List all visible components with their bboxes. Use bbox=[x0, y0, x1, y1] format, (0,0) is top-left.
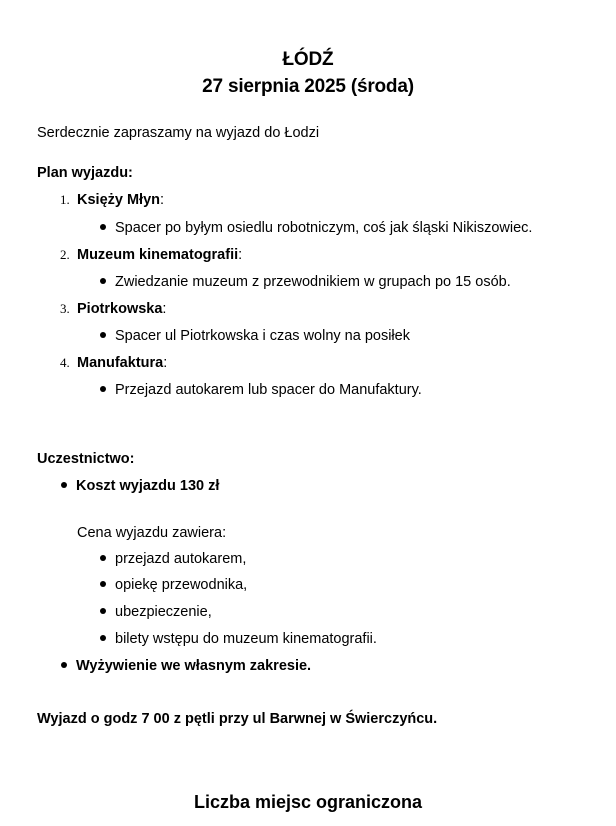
includes-item bbox=[100, 631, 377, 647]
plan-item bbox=[60, 192, 164, 208]
participation-heading: Uczestnictwo: bbox=[37, 451, 135, 467]
intro-text: Serdecznie zapraszamy na wyjazd do Łodzi bbox=[37, 125, 320, 141]
detail-text: Zwiedzanie muzeum z przewodnikiem w grupach po 15 osób. bbox=[115, 274, 511, 290]
includes-item bbox=[100, 551, 246, 567]
departure-info: Wyjazd o godz 7 00 z pętli przy ul Barwnej w Świerczyńcu. bbox=[37, 711, 438, 727]
plan-item-detail bbox=[100, 382, 422, 398]
cost-item bbox=[61, 478, 219, 494]
list-number: 3. bbox=[60, 301, 70, 316]
includes-text: ubezpieczenie, bbox=[115, 604, 212, 620]
meals-text: Wyżywienie we własnym zakresie. bbox=[76, 658, 312, 674]
plan-item-detail bbox=[100, 274, 511, 290]
colon: : bbox=[162, 301, 167, 317]
plan-item bbox=[60, 355, 167, 371]
meals-item bbox=[61, 658, 311, 674]
bullet-icon bbox=[100, 581, 106, 587]
bullet-icon bbox=[61, 482, 67, 488]
colon: : bbox=[163, 355, 168, 371]
footer-note: Liczba miejsc ograniczona bbox=[193, 792, 423, 812]
includes-text: opiekę przewodnika, bbox=[115, 577, 248, 593]
plan-item bbox=[60, 301, 166, 317]
bullet-icon bbox=[61, 662, 67, 668]
includes-text: przejazd autokarem, bbox=[115, 551, 247, 567]
plan-item-name: Manufaktura bbox=[77, 355, 164, 371]
includes-text: bilety wstępu do muzeum kinematografii. bbox=[115, 631, 377, 647]
list-number: 1. bbox=[60, 192, 70, 207]
list-number: 2. bbox=[60, 247, 70, 262]
bullet-icon bbox=[100, 608, 106, 614]
includes-item bbox=[100, 577, 247, 593]
colon: : bbox=[238, 247, 243, 263]
plan-item bbox=[60, 247, 242, 263]
plan-heading: Plan wyjazdu: bbox=[37, 165, 133, 181]
bullet-icon bbox=[100, 278, 106, 284]
plan-item-name: Muzeum kinematografii bbox=[77, 247, 239, 263]
detail-text: Przejazd autokarem lub spacer do Manufaktury. bbox=[115, 382, 422, 398]
plan-item-name: Księży Młyn bbox=[77, 192, 160, 208]
plan-item-detail bbox=[100, 328, 410, 344]
colon: : bbox=[160, 192, 165, 208]
includes-label: Cena wyjazdu zawiera: bbox=[77, 525, 227, 541]
plan-item-name: Piotrkowska bbox=[77, 301, 163, 317]
list-number: 4. bbox=[60, 355, 70, 370]
detail-text: Spacer po byłym osiedlu robotniczym, coś jak śląski Nikiszowiec. bbox=[115, 220, 533, 236]
cost-text: Koszt wyjazdu 130 zł bbox=[76, 478, 220, 494]
bullet-icon bbox=[100, 635, 106, 641]
bullet-icon bbox=[100, 386, 106, 392]
bullet-icon bbox=[100, 555, 106, 561]
detail-text: Spacer ul Piotrkowska i czas wolny na posiłek bbox=[115, 328, 410, 344]
city-title: ŁÓDŹ bbox=[282, 49, 334, 70]
plan-item-detail bbox=[100, 220, 532, 236]
includes-item bbox=[100, 604, 212, 620]
date-title: 27 sierpnia 2025 (środa) bbox=[202, 76, 414, 97]
bullet-icon bbox=[100, 332, 106, 338]
bullet-icon bbox=[100, 224, 106, 230]
